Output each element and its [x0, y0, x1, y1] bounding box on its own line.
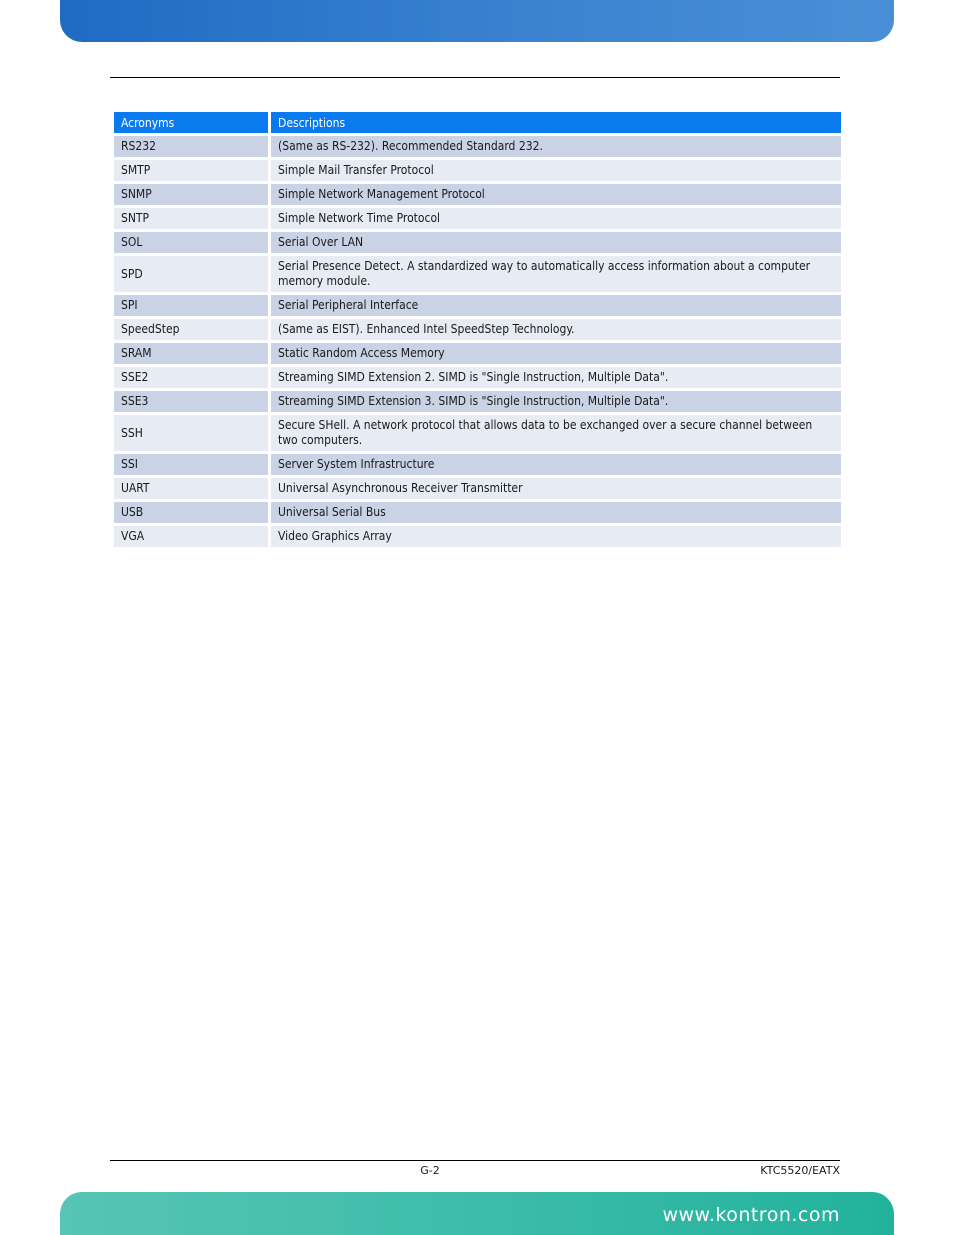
table-row [114, 208, 841, 232]
description-cell: Simple Mail Transfer Protocol [271, 160, 841, 184]
acronym-cell: USB [114, 502, 271, 526]
top-banner [60, 0, 894, 42]
table-row [114, 232, 841, 256]
document-id: KTC5520/EATX [760, 1164, 840, 1177]
acronym-cell: UART [114, 478, 271, 502]
acronym-cell: SMTP [114, 160, 271, 184]
column-header-acronyms: Acronyms [114, 112, 271, 136]
description-cell: Static Random Access Memory [271, 343, 841, 367]
column-header-descriptions: Descriptions [271, 112, 841, 136]
description-cell: Video Graphics Array [271, 526, 841, 550]
table-row [114, 502, 841, 526]
acronym-cell: SOL [114, 232, 271, 256]
acronym-cell: SpeedStep [114, 319, 271, 343]
table-row [114, 415, 841, 454]
acronym-cell: SNTP [114, 208, 271, 232]
table-row [114, 319, 841, 343]
description-cell: Serial Presence Detect. A standardized way to automatically access information about a computer memory module. [271, 256, 841, 295]
table-row [114, 367, 841, 391]
table-row [114, 391, 841, 415]
description-cell: Universal Asynchronous Receiver Transmitter [271, 478, 841, 502]
acronym-cell: SSH [114, 415, 271, 454]
acronym-table [114, 112, 841, 550]
description-cell: Simple Network Management Protocol [271, 184, 841, 208]
description-cell: (Same as EIST). Enhanced Intel SpeedStep Technology. [271, 319, 841, 343]
description-cell: Universal Serial Bus [271, 502, 841, 526]
acronym-cell: SPD [114, 256, 271, 295]
table-row [114, 160, 841, 184]
table-row [114, 295, 841, 319]
description-cell: Simple Network Time Protocol [271, 208, 841, 232]
description-cell: (Same as RS-232). Recommended Standard 232. [271, 136, 841, 160]
acronym-cell: SSE2 [114, 367, 271, 391]
page-number: G-2 [420, 1164, 440, 1177]
table-row [114, 184, 841, 208]
footer-divider [110, 1160, 840, 1161]
table-row [114, 478, 841, 502]
acronym-cell: SSI [114, 454, 271, 478]
table-row [114, 256, 841, 295]
description-cell: Streaming SIMD Extension 2. SIMD is "Single Instruction, Multiple Data". [271, 367, 841, 391]
acronym-cell: SNMP [114, 184, 271, 208]
table-row [114, 136, 841, 160]
bottom-banner [60, 1192, 894, 1235]
website-link[interactable]: www.kontron.com [662, 1204, 840, 1226]
acronym-cell: SRAM [114, 343, 271, 367]
description-cell: Server System Infrastructure [271, 454, 841, 478]
acronym-cell: SPI [114, 295, 271, 319]
acronym-cell: VGA [114, 526, 271, 550]
table-body [114, 136, 841, 550]
description-cell: Serial Peripheral Interface [271, 295, 841, 319]
table-header-row [114, 112, 841, 136]
table-row [114, 454, 841, 478]
acronym-cell: SSE3 [114, 391, 271, 415]
description-cell: Streaming SIMD Extension 3. SIMD is "Single Instruction, Multiple Data". [271, 391, 841, 415]
acronym-cell: RS232 [114, 136, 271, 160]
description-cell: Serial Over LAN [271, 232, 841, 256]
table-row [114, 526, 841, 550]
header-divider [110, 77, 840, 78]
table-row [114, 343, 841, 367]
description-cell: Secure SHell. A network protocol that allows data to be exchanged over a secure channel between two computers. [271, 415, 841, 454]
